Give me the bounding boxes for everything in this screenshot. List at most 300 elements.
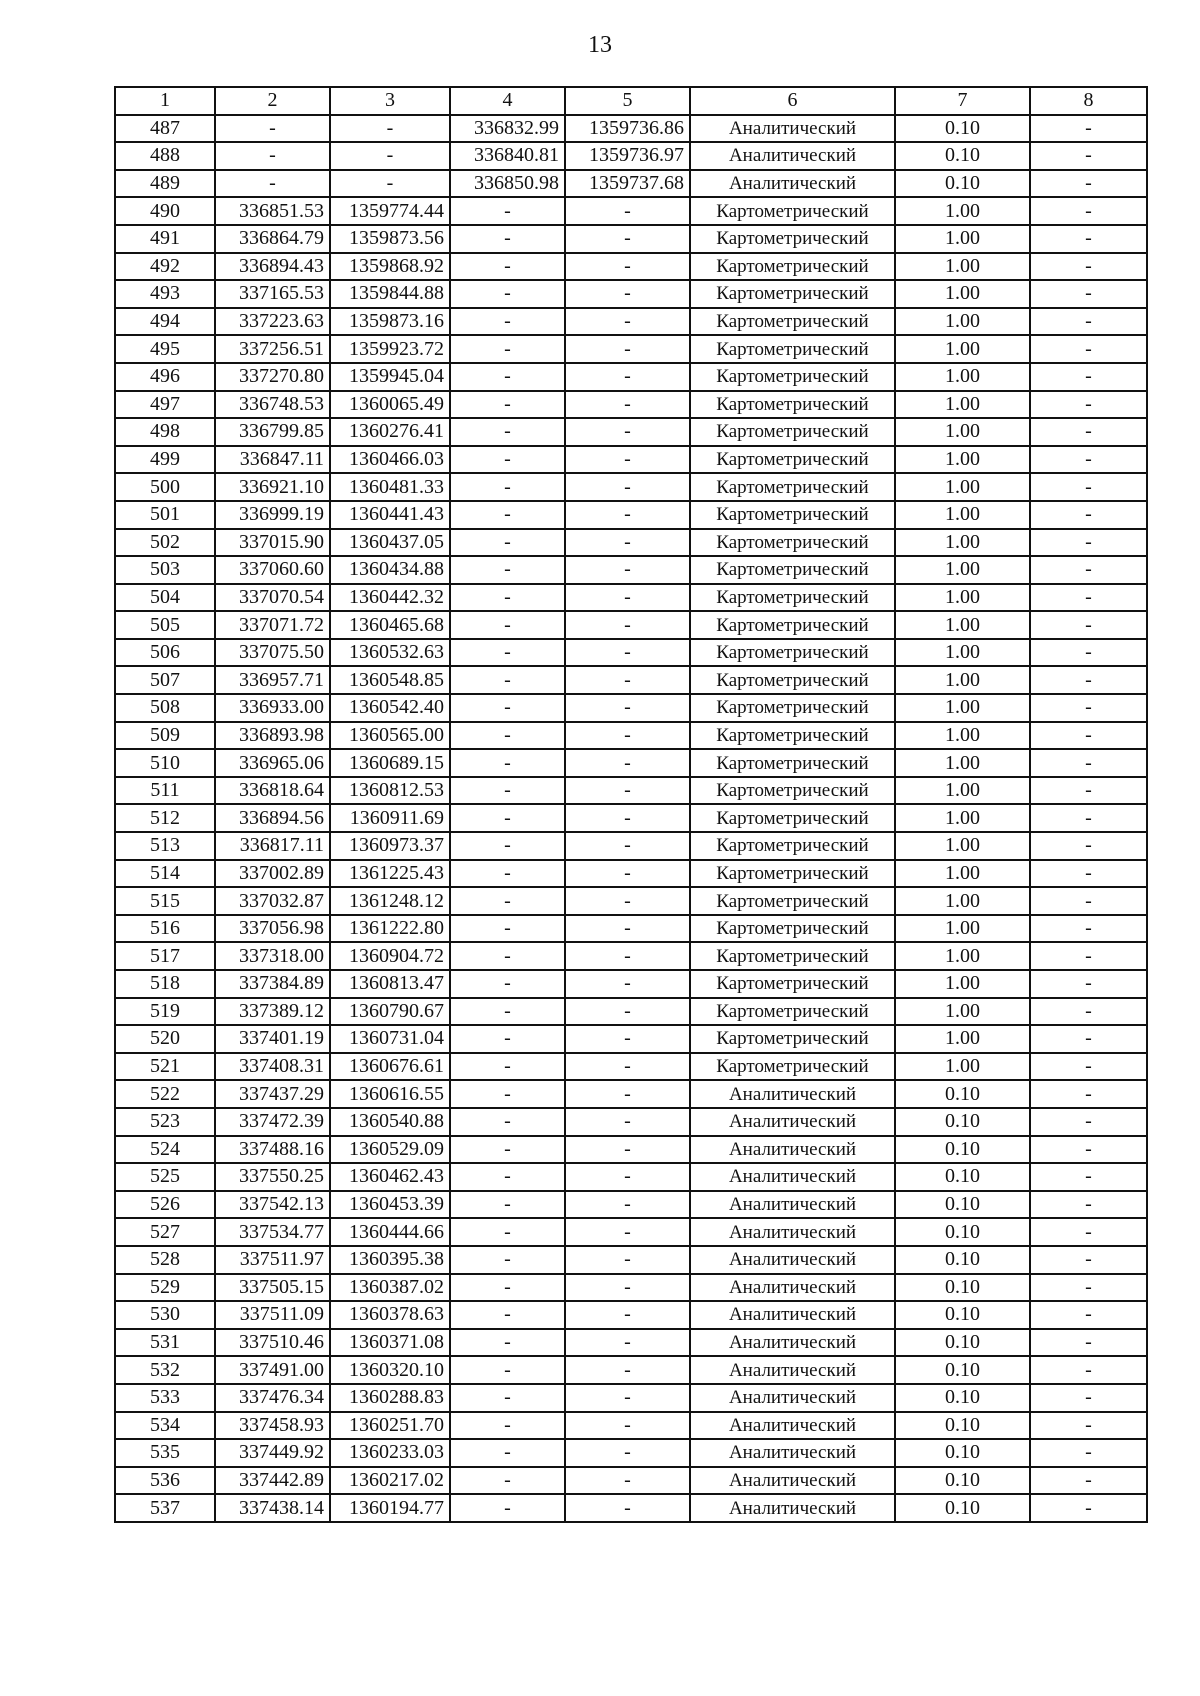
table-row	[115, 363, 1147, 391]
coord-x-analytic-cell: -	[450, 1384, 565, 1412]
coord-x-analytic-cell: -	[450, 1274, 565, 1302]
coord-y-cartometric-cell: 1360540.88	[330, 1108, 450, 1136]
table-row	[115, 915, 1147, 943]
coord-y-cartometric-cell: 1360689.15	[330, 749, 450, 777]
method-cell: Картометрический	[690, 860, 895, 888]
table-row	[115, 1356, 1147, 1384]
coord-x-analytic-cell: -	[450, 446, 565, 474]
coord-x-cartometric-cell: 337449.92	[215, 1439, 330, 1467]
accuracy-cell: 1.00	[895, 639, 1030, 667]
method-cell: Картометрический	[690, 998, 895, 1026]
accuracy-cell: 1.00	[895, 253, 1030, 281]
coord-x-cartometric-cell: 337438.14	[215, 1494, 330, 1522]
point-number-cell: 498	[115, 418, 215, 446]
coord-y-cartometric-cell: 1360731.04	[330, 1025, 450, 1053]
coord-x-analytic-cell: -	[450, 1108, 565, 1136]
note-cell: -	[1030, 363, 1147, 391]
accuracy-cell: 1.00	[895, 998, 1030, 1026]
accuracy-cell: 0.10	[895, 1356, 1030, 1384]
note-cell: -	[1030, 225, 1147, 253]
table-row	[115, 1439, 1147, 1467]
accuracy-cell: 1.00	[895, 391, 1030, 419]
point-number-cell: 512	[115, 804, 215, 832]
table-row	[115, 529, 1147, 557]
point-number-cell: 496	[115, 363, 215, 391]
point-number-cell: 534	[115, 1412, 215, 1440]
coord-x-analytic-cell: -	[450, 749, 565, 777]
coord-x-cartometric-cell: 336817.11	[215, 832, 330, 860]
coord-y-cartometric-cell: 1360565.00	[330, 722, 450, 750]
method-cell: Аналитический	[690, 1467, 895, 1495]
point-number-cell: 515	[115, 887, 215, 915]
accuracy-cell: 1.00	[895, 1053, 1030, 1081]
accuracy-cell: 1.00	[895, 225, 1030, 253]
coord-y-cartometric-cell: 1360812.53	[330, 777, 450, 805]
note-cell: -	[1030, 1136, 1147, 1164]
coord-y-analytic-cell: -	[565, 280, 690, 308]
coord-x-cartometric-cell: 337384.89	[215, 970, 330, 998]
method-cell: Картометрический	[690, 611, 895, 639]
coord-y-cartometric-cell: 1360442.32	[330, 584, 450, 612]
coord-y-analytic-cell: -	[565, 804, 690, 832]
coord-x-cartometric-cell: 337389.12	[215, 998, 330, 1026]
coord-x-analytic-cell: -	[450, 1136, 565, 1164]
table-body	[115, 115, 1147, 1522]
point-number-cell: 520	[115, 1025, 215, 1053]
coord-x-cartometric-cell: 337476.34	[215, 1384, 330, 1412]
coord-x-cartometric-cell: 336864.79	[215, 225, 330, 253]
accuracy-cell: 1.00	[895, 832, 1030, 860]
table-row	[115, 1025, 1147, 1053]
point-number-cell: 528	[115, 1246, 215, 1274]
coord-x-analytic-cell: -	[450, 722, 565, 750]
coord-y-cartometric-cell: 1360462.43	[330, 1163, 450, 1191]
method-cell: Аналитический	[690, 115, 895, 143]
page-number: 13	[588, 32, 612, 58]
accuracy-cell: 1.00	[895, 418, 1030, 446]
coord-y-analytic-cell: -	[565, 556, 690, 584]
note-cell: -	[1030, 1494, 1147, 1522]
coord-x-cartometric-cell: 336933.00	[215, 694, 330, 722]
point-number-cell: 507	[115, 666, 215, 694]
coord-y-cartometric-cell: 1359945.04	[330, 363, 450, 391]
accuracy-cell: 1.00	[895, 860, 1030, 888]
accuracy-cell: 1.00	[895, 335, 1030, 363]
note-cell: -	[1030, 887, 1147, 915]
coord-x-analytic-cell: -	[450, 1356, 565, 1384]
method-cell: Картометрический	[690, 418, 895, 446]
table-row	[115, 1384, 1147, 1412]
coord-y-cartometric-cell: 1359923.72	[330, 335, 450, 363]
table-row	[115, 115, 1147, 143]
method-cell: Картометрический	[690, 501, 895, 529]
method-cell: Картометрический	[690, 529, 895, 557]
coord-y-analytic-cell: -	[565, 1108, 690, 1136]
coord-y-cartometric-cell: 1359868.92	[330, 253, 450, 281]
coord-x-cartometric-cell: 337505.15	[215, 1274, 330, 1302]
note-cell: -	[1030, 280, 1147, 308]
table-row	[115, 1136, 1147, 1164]
point-number-cell: 502	[115, 529, 215, 557]
note-cell: -	[1030, 749, 1147, 777]
note-cell: -	[1030, 584, 1147, 612]
coord-y-analytic-cell: -	[565, 1301, 690, 1329]
coord-x-cartometric-cell: 337060.60	[215, 556, 330, 584]
method-cell: Аналитический	[690, 1301, 895, 1329]
note-cell: -	[1030, 942, 1147, 970]
table-row	[115, 1191, 1147, 1219]
coord-y-analytic-cell: -	[565, 529, 690, 557]
table-row	[115, 473, 1147, 501]
point-number-cell: 518	[115, 970, 215, 998]
coord-x-analytic-cell: -	[450, 1163, 565, 1191]
accuracy-cell: 0.10	[895, 115, 1030, 143]
coord-x-analytic-cell: -	[450, 639, 565, 667]
point-number-cell: 530	[115, 1301, 215, 1329]
coord-x-cartometric-cell: -	[215, 142, 330, 170]
accuracy-cell: 1.00	[895, 584, 1030, 612]
note-cell: -	[1030, 1412, 1147, 1440]
coord-x-cartometric-cell: 337401.19	[215, 1025, 330, 1053]
method-cell: Аналитический	[690, 1439, 895, 1467]
coord-y-cartometric-cell: 1360904.72	[330, 942, 450, 970]
note-cell: -	[1030, 860, 1147, 888]
coord-y-cartometric-cell: -	[330, 115, 450, 143]
table-row	[115, 1467, 1147, 1495]
accuracy-cell: 0.10	[895, 1274, 1030, 1302]
note-cell: -	[1030, 722, 1147, 750]
coord-x-analytic-cell: -	[450, 942, 565, 970]
coord-y-analytic-cell: -	[565, 1439, 690, 1467]
point-number-cell: 524	[115, 1136, 215, 1164]
coord-y-analytic-cell: -	[565, 1080, 690, 1108]
coord-y-analytic-cell: -	[565, 611, 690, 639]
coord-x-cartometric-cell: 337488.16	[215, 1136, 330, 1164]
coord-y-analytic-cell: -	[565, 253, 690, 281]
coord-x-analytic-cell: -	[450, 501, 565, 529]
table-row	[115, 1494, 1147, 1522]
coord-x-cartometric-cell: 337408.31	[215, 1053, 330, 1081]
note-cell: -	[1030, 915, 1147, 943]
note-cell: -	[1030, 556, 1147, 584]
accuracy-cell: 0.10	[895, 1412, 1030, 1440]
point-number-cell: 494	[115, 308, 215, 336]
coord-y-analytic-cell: -	[565, 639, 690, 667]
table-row	[115, 860, 1147, 888]
table-row	[115, 1412, 1147, 1440]
coord-x-cartometric-cell: 336818.64	[215, 777, 330, 805]
accuracy-cell: 0.10	[895, 1136, 1030, 1164]
coord-y-cartometric-cell: 1359873.16	[330, 308, 450, 336]
accuracy-cell: 1.00	[895, 887, 1030, 915]
accuracy-cell: 0.10	[895, 1163, 1030, 1191]
point-number-cell: 491	[115, 225, 215, 253]
coord-y-analytic-cell: -	[565, 1136, 690, 1164]
accuracy-cell: 1.00	[895, 749, 1030, 777]
column-header-3: 3	[330, 87, 450, 115]
table-row	[115, 391, 1147, 419]
note-cell: -	[1030, 1246, 1147, 1274]
coord-y-analytic-cell: -	[565, 308, 690, 336]
coord-x-analytic-cell: -	[450, 1218, 565, 1246]
note-cell: -	[1030, 1356, 1147, 1384]
coord-y-cartometric-cell: 1360395.38	[330, 1246, 450, 1274]
note-cell: -	[1030, 998, 1147, 1026]
accuracy-cell: 1.00	[895, 556, 1030, 584]
note-cell: -	[1030, 335, 1147, 363]
coord-x-analytic-cell: -	[450, 1439, 565, 1467]
table-row	[115, 1301, 1147, 1329]
accuracy-cell: 0.10	[895, 170, 1030, 198]
coord-x-analytic-cell: -	[450, 887, 565, 915]
accuracy-cell: 0.10	[895, 1494, 1030, 1522]
coord-y-analytic-cell: -	[565, 335, 690, 363]
coord-y-analytic-cell: -	[565, 694, 690, 722]
coord-x-cartometric-cell: 337511.09	[215, 1301, 330, 1329]
table-row	[115, 197, 1147, 225]
note-cell: -	[1030, 170, 1147, 198]
coord-y-cartometric-cell: 1360453.39	[330, 1191, 450, 1219]
accuracy-cell: 0.10	[895, 142, 1030, 170]
coord-y-cartometric-cell: 1360548.85	[330, 666, 450, 694]
point-number-cell: 521	[115, 1053, 215, 1081]
coord-y-analytic-cell: -	[565, 970, 690, 998]
accuracy-cell: 1.00	[895, 611, 1030, 639]
method-cell: Аналитический	[690, 1136, 895, 1164]
table-row	[115, 722, 1147, 750]
table-row	[115, 253, 1147, 281]
coord-y-analytic-cell: -	[565, 1494, 690, 1522]
table-row	[115, 446, 1147, 474]
method-cell: Аналитический	[690, 170, 895, 198]
table-row	[115, 308, 1147, 336]
coord-y-analytic-cell: -	[565, 998, 690, 1026]
table-row	[115, 970, 1147, 998]
table-row	[115, 584, 1147, 612]
coord-x-cartometric-cell: 337511.97	[215, 1246, 330, 1274]
coord-y-analytic-cell: -	[565, 473, 690, 501]
coord-x-analytic-cell: -	[450, 1246, 565, 1274]
method-cell: Картометрический	[690, 832, 895, 860]
coord-x-analytic-cell: -	[450, 473, 565, 501]
coord-y-cartometric-cell: 1360371.08	[330, 1329, 450, 1357]
coord-x-analytic-cell: -	[450, 694, 565, 722]
coord-x-analytic-cell: -	[450, 1053, 565, 1081]
method-cell: Картометрический	[690, 225, 895, 253]
point-number-cell: 489	[115, 170, 215, 198]
coord-x-analytic-cell: -	[450, 197, 565, 225]
column-header-6: 6	[690, 87, 895, 115]
method-cell: Картометрический	[690, 473, 895, 501]
point-number-cell: 490	[115, 197, 215, 225]
coord-x-cartometric-cell: 336894.56	[215, 804, 330, 832]
method-cell: Картометрический	[690, 887, 895, 915]
coord-y-analytic-cell: 1359737.68	[565, 170, 690, 198]
coord-y-cartometric-cell: 1360481.33	[330, 473, 450, 501]
coord-y-cartometric-cell: 1360233.03	[330, 1439, 450, 1467]
note-cell: -	[1030, 253, 1147, 281]
note-cell: -	[1030, 197, 1147, 225]
method-cell: Картометрический	[690, 915, 895, 943]
method-cell: Картометрический	[690, 335, 895, 363]
table-row	[115, 1246, 1147, 1274]
table-row	[115, 694, 1147, 722]
coord-y-analytic-cell: -	[565, 197, 690, 225]
table-row	[115, 1053, 1147, 1081]
column-header-4: 4	[450, 87, 565, 115]
coord-x-analytic-cell: -	[450, 363, 565, 391]
accuracy-cell: 1.00	[895, 777, 1030, 805]
coord-y-analytic-cell: -	[565, 860, 690, 888]
coord-x-cartometric-cell: 337075.50	[215, 639, 330, 667]
column-header-5: 5	[565, 87, 690, 115]
table-row	[115, 142, 1147, 170]
coord-x-cartometric-cell: 337032.87	[215, 887, 330, 915]
coord-x-cartometric-cell: 336799.85	[215, 418, 330, 446]
coord-x-analytic-cell: -	[450, 1329, 565, 1357]
method-cell: Картометрический	[690, 253, 895, 281]
coord-y-cartometric-cell: 1360616.55	[330, 1080, 450, 1108]
method-cell: Аналитический	[690, 1494, 895, 1522]
coord-x-analytic-cell: -	[450, 225, 565, 253]
point-number-cell: 499	[115, 446, 215, 474]
coord-y-analytic-cell: -	[565, 915, 690, 943]
method-cell: Картометрический	[690, 666, 895, 694]
coord-y-analytic-cell: -	[565, 418, 690, 446]
coord-y-cartometric-cell: 1360276.41	[330, 418, 450, 446]
coord-y-analytic-cell: -	[565, 363, 690, 391]
point-number-cell: 525	[115, 1163, 215, 1191]
coord-x-cartometric-cell: 337442.89	[215, 1467, 330, 1495]
note-cell: -	[1030, 1163, 1147, 1191]
coord-x-cartometric-cell: 337056.98	[215, 915, 330, 943]
note-cell: -	[1030, 1053, 1147, 1081]
accuracy-cell: 1.00	[895, 694, 1030, 722]
coord-x-analytic-cell: -	[450, 335, 565, 363]
coord-y-analytic-cell: -	[565, 1384, 690, 1412]
point-number-cell: 492	[115, 253, 215, 281]
coord-x-analytic-cell: -	[450, 253, 565, 281]
point-number-cell: 500	[115, 473, 215, 501]
point-number-cell: 523	[115, 1108, 215, 1136]
accuracy-cell: 0.10	[895, 1246, 1030, 1274]
point-number-cell: 497	[115, 391, 215, 419]
method-cell: Картометрический	[690, 804, 895, 832]
accuracy-cell: 0.10	[895, 1439, 1030, 1467]
table-row	[115, 1329, 1147, 1357]
method-cell: Картометрический	[690, 391, 895, 419]
table-row	[115, 170, 1147, 198]
point-number-cell: 511	[115, 777, 215, 805]
coord-x-cartometric-cell: 336894.43	[215, 253, 330, 281]
note-cell: -	[1030, 1467, 1147, 1495]
point-number-cell: 531	[115, 1329, 215, 1357]
coord-y-cartometric-cell: 1360676.61	[330, 1053, 450, 1081]
accuracy-cell: 0.10	[895, 1329, 1030, 1357]
coord-x-cartometric-cell: 336965.06	[215, 749, 330, 777]
method-cell: Картометрический	[690, 280, 895, 308]
coord-x-analytic-cell: -	[450, 915, 565, 943]
method-cell: Картометрический	[690, 584, 895, 612]
method-cell: Картометрический	[690, 446, 895, 474]
coord-x-analytic-cell: 336840.81	[450, 142, 565, 170]
note-cell: -	[1030, 832, 1147, 860]
coord-x-analytic-cell: 336850.98	[450, 170, 565, 198]
column-header-8: 8	[1030, 87, 1147, 115]
coord-x-analytic-cell: -	[450, 1467, 565, 1495]
accuracy-cell: 1.00	[895, 529, 1030, 557]
table-row	[115, 501, 1147, 529]
coord-y-cartometric-cell: 1360465.68	[330, 611, 450, 639]
coord-y-cartometric-cell: 1360542.40	[330, 694, 450, 722]
accuracy-cell: 0.10	[895, 1301, 1030, 1329]
coord-y-cartometric-cell: 1360973.37	[330, 832, 450, 860]
coord-y-analytic-cell: -	[565, 446, 690, 474]
table-row	[115, 832, 1147, 860]
coord-y-cartometric-cell: 1361222.80	[330, 915, 450, 943]
coord-y-analytic-cell: -	[565, 832, 690, 860]
coord-y-analytic-cell: -	[565, 225, 690, 253]
point-number-cell: 514	[115, 860, 215, 888]
coord-x-analytic-cell: -	[450, 666, 565, 694]
coord-x-analytic-cell: -	[450, 998, 565, 1026]
note-cell: -	[1030, 418, 1147, 446]
coord-y-analytic-cell: -	[565, 391, 690, 419]
accuracy-cell: 0.10	[895, 1108, 1030, 1136]
point-number-cell: 510	[115, 749, 215, 777]
table-row	[115, 418, 1147, 446]
accuracy-cell: 1.00	[895, 446, 1030, 474]
note-cell: -	[1030, 970, 1147, 998]
point-number-cell: 488	[115, 142, 215, 170]
coord-y-cartometric-cell: 1360790.67	[330, 998, 450, 1026]
coord-x-analytic-cell: -	[450, 970, 565, 998]
coord-x-cartometric-cell: 337550.25	[215, 1163, 330, 1191]
method-cell: Картометрический	[690, 749, 895, 777]
coord-y-analytic-cell: -	[565, 666, 690, 694]
coord-y-cartometric-cell: 1360813.47	[330, 970, 450, 998]
coord-y-analytic-cell: -	[565, 722, 690, 750]
note-cell: -	[1030, 529, 1147, 557]
point-number-cell: 495	[115, 335, 215, 363]
accuracy-cell: 0.10	[895, 1384, 1030, 1412]
note-cell: -	[1030, 1301, 1147, 1329]
coord-x-analytic-cell: -	[450, 1494, 565, 1522]
point-number-cell: 505	[115, 611, 215, 639]
accuracy-cell: 0.10	[895, 1467, 1030, 1495]
coord-y-analytic-cell: -	[565, 501, 690, 529]
point-number-cell: 517	[115, 942, 215, 970]
point-number-cell: 533	[115, 1384, 215, 1412]
coord-y-cartometric-cell: 1360217.02	[330, 1467, 450, 1495]
point-number-cell: 513	[115, 832, 215, 860]
method-cell: Аналитический	[690, 1163, 895, 1191]
point-number-cell: 529	[115, 1274, 215, 1302]
coord-y-analytic-cell: -	[565, 584, 690, 612]
point-number-cell: 493	[115, 280, 215, 308]
method-cell: Аналитический	[690, 1384, 895, 1412]
coord-y-cartometric-cell: 1359774.44	[330, 197, 450, 225]
coord-x-cartometric-cell: 337542.13	[215, 1191, 330, 1219]
table-row	[115, 556, 1147, 584]
table-row	[115, 1163, 1147, 1191]
method-cell: Аналитический	[690, 1329, 895, 1357]
coord-y-analytic-cell: -	[565, 1163, 690, 1191]
method-cell: Картометрический	[690, 363, 895, 391]
coord-y-cartometric-cell: 1360378.63	[330, 1301, 450, 1329]
coord-x-analytic-cell: 336832.99	[450, 115, 565, 143]
coord-x-cartometric-cell: 337437.29	[215, 1080, 330, 1108]
